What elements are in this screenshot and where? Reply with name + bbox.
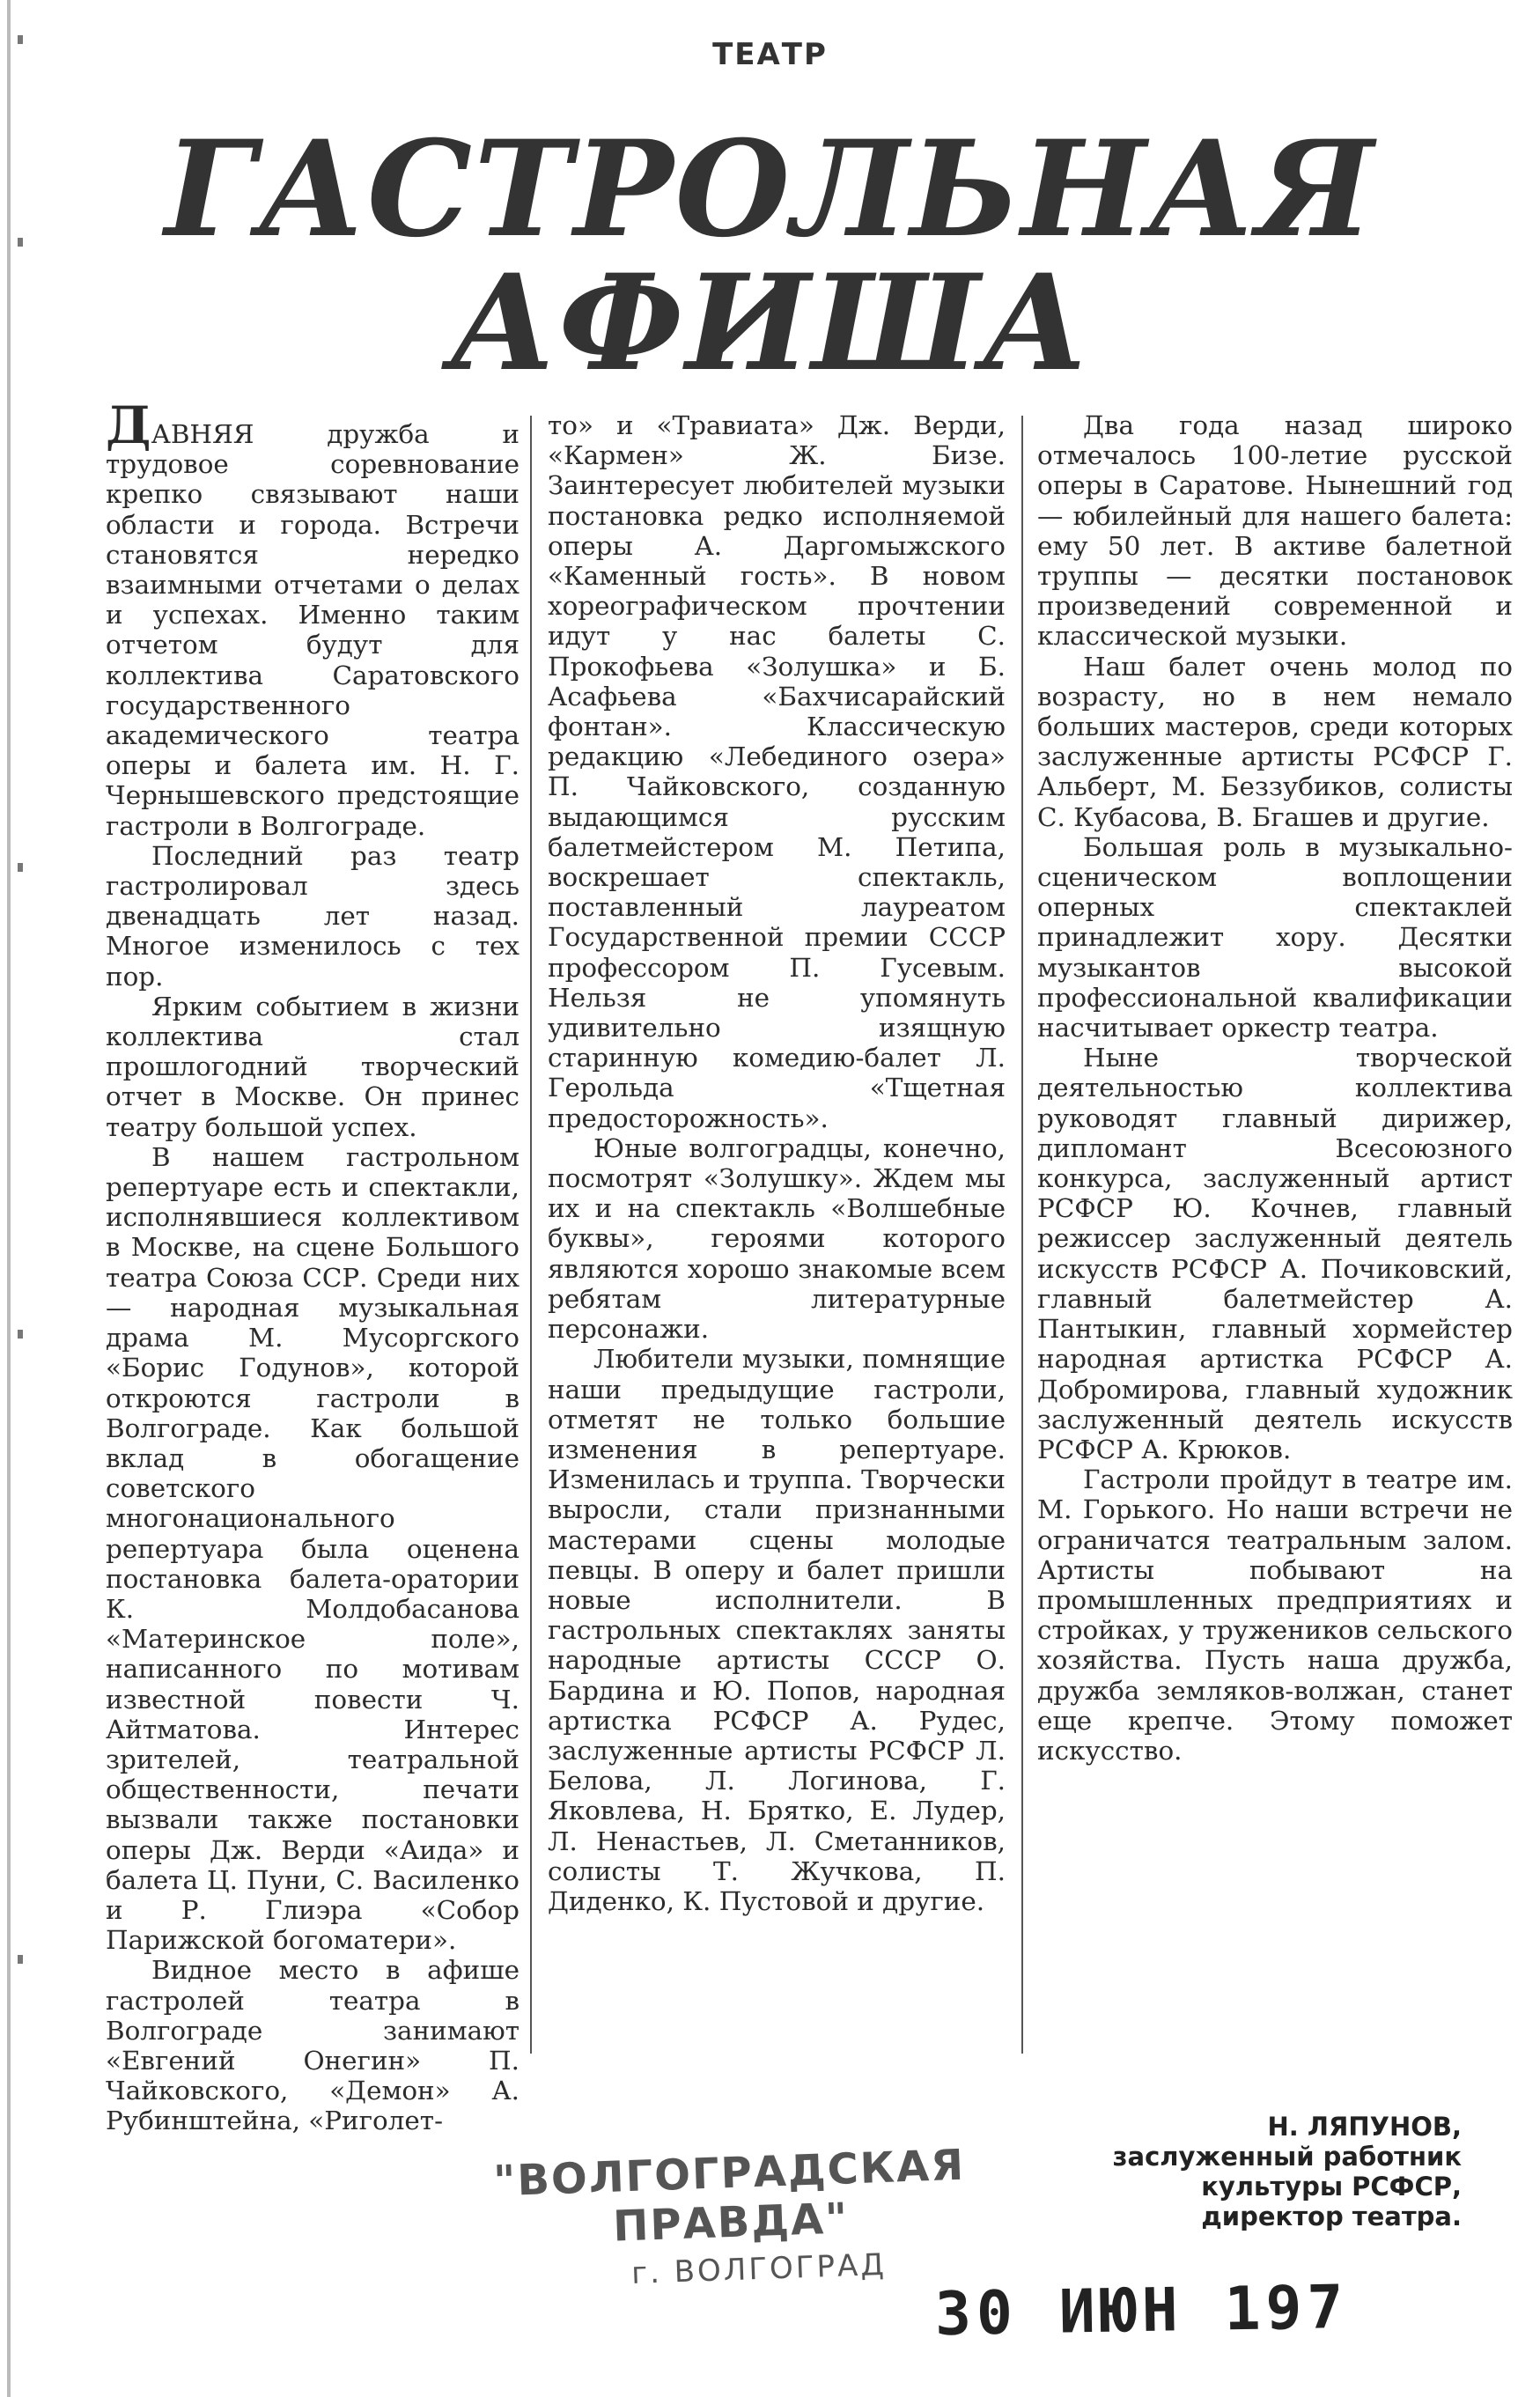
paragraph: то» и «Травиата» Дж. Верди, «Кармен» Ж. Бизе. Заинтересует любителей музыки постановка редко исполняемой оперы А. Даргомыжского «Каменный гость». В новом хореографическом прочтении идут у нас балеты С. Прокофьева «Золушка» и Б. Асафьева «Бахчисарайский фонтан». Классическую редакцию «Лебединого озера» П. Чайковского, созданную выдающимся русским балетмейстером М. Петипа, воскрешает спектакль, поставленный лауреатом Государственной премии СССР профессором П. Гусевым. Нельзя не упомянуть удивительно изящную старинную комедию-балет Л. Герольда «Тщетная предосторожность».	[548, 410, 1006, 1133]
author-title: культуры РСФСР,	[1201, 2172, 1462, 2202]
article-column-2	[548, 410, 1006, 1916]
section-rubric: ТЕАТР	[712, 37, 828, 72]
author-name: Н. ЛЯПУНОВ,	[1267, 2112, 1462, 2142]
paragraph: Последний раз театр гастролировал здесь двенадцать лет назад. Многое изменилось с тех пор.	[106, 840, 519, 992]
paragraph: Большая роль в музыкально-сценическом воплощении оперных спектаклей принадлежит хору. Десятки музыкантов высокой профессиональной квалификации насчитывает оркестр театра.	[1037, 831, 1513, 1044]
edge-mark	[18, 1330, 23, 1339]
paragraph: Юные волгоградцы, конечно, посмотрят «Золушку». Ждем мы их и на спектакль «Волшебные буквы», героями которого являются хорошо знакомые всем ребятам литературные персонажи.	[548, 1132, 1006, 1345]
date-stamp: 30 ИЮН 197	[934, 2272, 1350, 2350]
author-signature	[1037, 2112, 1462, 2231]
paragraph: Видное место в афише гастролей театра в Волгограде занимают «Евгений Онегин» П. Чайковского, «Демон» А. Рубинштейна, «Риголет-	[106, 1955, 519, 2136]
paragraph: Любители музыки, помнящие наши предыдущие гастроли, отметят не только большие изменения в репертуаре. Изменилась и труппа. Творчески выросли, стали признанными мастерами сцены молодые певцы. В оперу и балет пришли новые исполнители. В гастрольных спектаклях заняты народные артисты СССР О. Бардина и Ю. Попов, народная артистка РСФСР А. Рудес, заслуженные артисты РСФСР Л. Белова, Л. Логинова, Г. Яковлева, Н. Брятко, Е. Лудер, Л. Ненастьев, Л. Сметанников, солисты Т. Жучкова, П. Диденко, К. Пустовой и другие.	[548, 1344, 1006, 1916]
headline-line-2: АФИША	[449, 246, 1091, 401]
drop-cap: Д	[106, 395, 151, 455]
column-divider	[530, 416, 532, 2054]
paragraph: Наш балет очень молод по возрасту, но в нем немало больших мастеров, среди которых заслуженные артисты РСФСР Г. Альберт, М. Беззубиков, солисты С. Кубасова, В. Бгашев и другие.	[1037, 651, 1513, 832]
stamp-newspaper-name: "ВОЛГОГРАДСКАЯ ПРАВДА"	[492, 2140, 966, 2252]
edge-mark	[18, 863, 23, 872]
newspaper-stamp	[464, 2140, 997, 2297]
edge-mark	[18, 1955, 23, 1964]
stamp-city: г. ВОЛГОГРАД	[630, 2246, 888, 2291]
author-title: директор театра.	[1201, 2202, 1462, 2231]
paragraph: Ярким событием в жизни коллектива стал прошлогодний творческий отчет в Москве. Он принес театру большой успех.	[106, 991, 519, 1142]
article-column-3	[1037, 410, 1513, 1766]
column-divider	[1021, 416, 1023, 2054]
article-column-1	[106, 395, 519, 2136]
headline-line-1: ГАСТРОЛЬНАЯ	[165, 112, 1375, 267]
author-title: заслуженный работник	[1112, 2142, 1462, 2172]
paragraph: ДАВНЯЯ дружба и трудовое соревнование крепко связывают наши области и города. Встречи становятся нередко взаимными отчетами о делах и успехах. Именно таким отчетом будут для коллектива Саратовского государственного академического театра оперы и балета им. Н. Г. Чернышевского предстоящие гастроли в Волгограде.	[106, 395, 519, 841]
paragraph: Гастроли пройдут в театре им. М. Горького. Но наши встречи не ограничатся театральным залом. Артисты побывают на промышленных предприятиях и стройках, у тружеников сельского хозяйства. Пусть наша дружба, дружба земляков-волжан, станет еще крепче. Этому поможет искусство.	[1037, 1464, 1513, 1766]
paragraph: В нашем гастрольном репертуаре есть и спектакли, исполнявшиеся коллективом в Москве, на сцене Большого театра Союза ССР. Среди них — народная музыкальная драма М. Мусоргского «Борис Годунов», которой откроются гастроли в Волгограде. Как большой вклад в обогащение советского многонационального репертуара была оценена постановка балета-оратории К. Молдобасанова «Материнское поле», написанного по мотивам известной повести Ч. Айтматова. Интерес зрителей, театральной общественности, печати вызвали также постановки оперы Дж. Верди «Аида» и балета Ц. Пуни, С. Василенко и Р. Глиэра «Собор Парижской богоматери».	[106, 1141, 519, 1956]
paragraph: Ныне творческой деятельностью коллектива руководят главный дирижер, дипломант Всесоюзного конкурса, заслуженный артист РСФСР Ю. Кочнев, главный режиссер заслуженный деятель искусств РСФСР А. Почиковский, главный балетмейстер А. Пантыкин, главный хормейстер народная артистка РСФСР А. Добромирова, главный художник заслуженный деятель искусств РСФСР А. Крюков.	[1037, 1043, 1513, 1464]
paragraph: Два года назад широко отмечалось 100-летие русской оперы в Саратове. Нынешний год — юбилейный для нашего балета: ему 50 лет. В активе балетной труппы — десятки постановок произведений современной и классической музыки.	[1037, 410, 1513, 652]
